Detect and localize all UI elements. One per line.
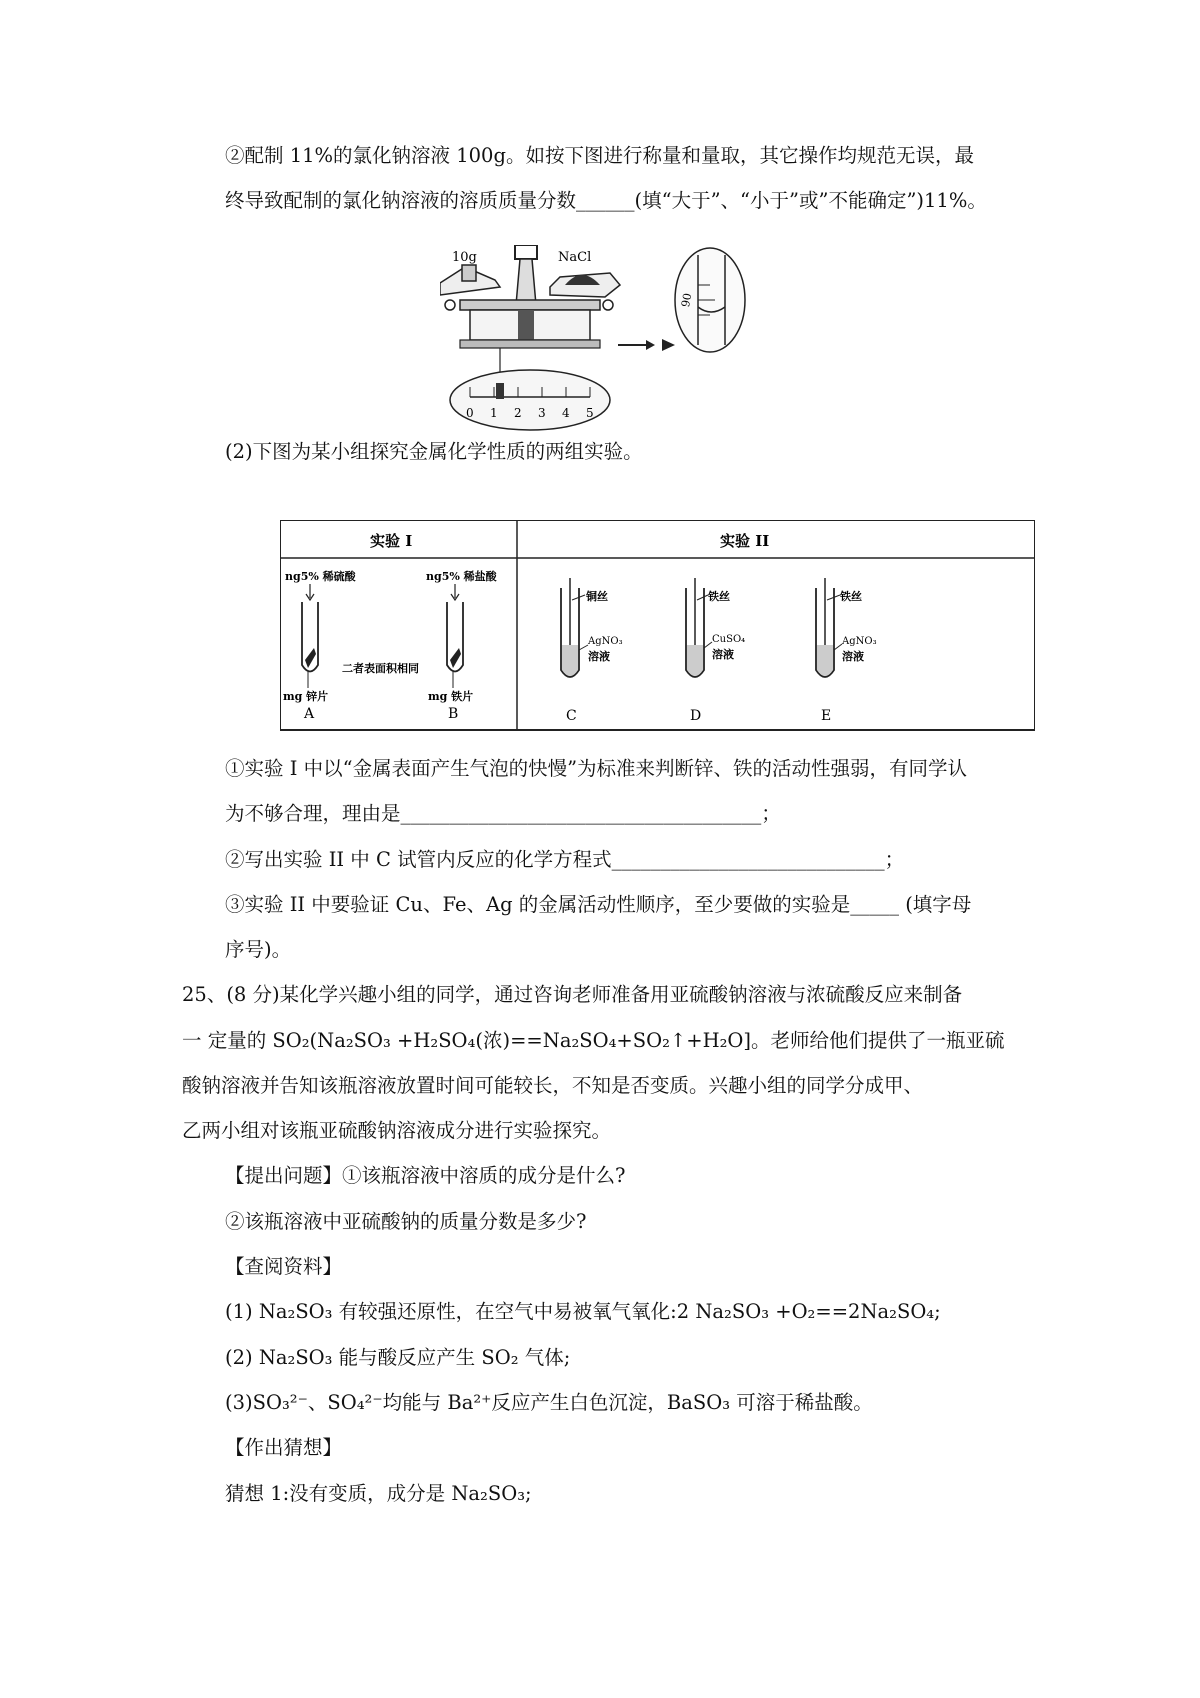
scale-magnifier xyxy=(450,370,610,430)
experiment-table xyxy=(280,520,1035,730)
same-area-note: 二者表面积相同 xyxy=(342,662,419,675)
text-line: 一 定量的 SO₂(Na₂SO₃ +H₂SO₄(浓)==Na₂SO₄+SO₂↑+H₂O]。老师给他们提供了一瓶亚硫 xyxy=(182,1029,1005,1052)
cylinder-mark: 90 xyxy=(679,292,695,309)
section-heading: 【查阅资料】 xyxy=(225,1255,343,1278)
scale-tick: 3 xyxy=(538,406,546,420)
label-c: C xyxy=(566,708,577,724)
text-line: (2)下图为某小组探究金属化学性质的两组实验。 xyxy=(225,440,643,463)
wire-e-label: 铁丝 xyxy=(840,590,862,603)
text-line: ②配制 11%的氯化钠溶液 100g。如按下图进行称量和量取，其它操作均规范无误，最 xyxy=(225,144,974,167)
section-heading: 【作出猜想】 xyxy=(225,1436,343,1459)
label-b: B xyxy=(448,706,459,722)
scale-tick: 5 xyxy=(586,406,594,420)
acid-a-label: ng5% 稀硫酸 xyxy=(285,570,356,583)
header-experiment-1: 实验 I xyxy=(370,532,413,550)
text-line: ②该瓶溶液中亚硫酸钠的质量分数是多少? xyxy=(225,1210,587,1233)
rider-icon xyxy=(496,383,504,399)
solution-e-label: AgNO₃ xyxy=(842,636,877,647)
text-line: ③实验 II 中要验证 Cu、Fe、Ag 的金属活动性顺序，至少要做的实验是_____ (填字母 xyxy=(225,893,972,916)
solution-d-label: CuSO₄ xyxy=(712,634,746,645)
solution-d-label-2: 溶液 xyxy=(712,648,734,661)
solution-c-label-2: 溶液 xyxy=(588,650,610,663)
solution-c-label: AgNO₃ xyxy=(588,636,623,647)
text-line: (3)SO₃²⁻、SO₄²⁻均能与 Ba²⁺反应产生白色沉淀，BaSO₃ 可溶于稀盐酸。 xyxy=(225,1391,873,1414)
scale-tick: 0 xyxy=(466,406,474,420)
text-line: 序号)。 xyxy=(225,938,292,961)
text-line: ①实验 I 中以“金属表面产生气泡的快慢”为标准来判断锌、铁的活动性强弱，有同学认 xyxy=(225,757,968,780)
text-line: ②写出实验 II 中 C 试管内反应的化学方程式____________________________； xyxy=(225,848,905,871)
text-line: 终导致配制的氯化钠溶液的溶质质量分数______(填“大于”、“小于”或”不能确定”)11%。 xyxy=(225,189,987,212)
label-e: E xyxy=(821,708,832,724)
text-line: 【提出问题】①该瓶溶液中溶质的成分是什么? xyxy=(225,1164,626,1187)
weight-label: 10g xyxy=(452,250,477,265)
solution-e xyxy=(817,645,833,676)
header-experiment-2: 实验 II xyxy=(720,532,770,550)
solution-e-label-2: 溶液 xyxy=(842,650,864,663)
text-line: (1) Na₂SO₃ 有较强还原性，在空气中易被氧气氧化:2 Na₂SO₃ +O₂==2Na₂SO₄; xyxy=(225,1300,941,1323)
nacl-label: NaCl xyxy=(558,250,592,265)
text-line: 猜想 1:没有变质，成分是 Na₂SO₃; xyxy=(225,1482,532,1505)
solution-d xyxy=(687,645,703,676)
scale-tick: 2 xyxy=(514,406,522,420)
balance-figure xyxy=(440,245,785,435)
text-line: 为不够合理，理由是_____________________________________； xyxy=(225,802,781,825)
acid-b-label: ng5% 稀盐酸 xyxy=(426,570,497,583)
scale-tick: 4 xyxy=(562,406,570,420)
scale-tick: 1 xyxy=(490,406,498,420)
text-line: (2) Na₂SO₃ 能与酸反应产生 SO₂ 气体; xyxy=(225,1346,571,1369)
balance-top xyxy=(515,245,537,259)
eye-icon xyxy=(662,339,675,351)
metal-a-label: mg 锌片 xyxy=(283,690,329,703)
wire-d-label: 铁丝 xyxy=(708,590,730,603)
question-25-line: 25、(8 分)某化学兴趣小组的同学，通过咨询老师准备用亚硫酸钠溶液与浓硫酸反应来制备 xyxy=(182,983,963,1006)
label-a: A xyxy=(304,706,315,722)
experiment-figure xyxy=(280,520,1035,750)
label-d: D xyxy=(690,708,702,724)
text-line: 乙两小组对该瓶亚硫酸钠溶液成分进行实验探究。 xyxy=(182,1119,612,1142)
text-line: 酸钠溶液并告知该瓶溶液放置时间可能较长，不知是否变质。兴趣小组的同学分成甲、 xyxy=(182,1074,924,1097)
weight-icon xyxy=(462,265,476,281)
metal-b-label: mg 铁片 xyxy=(428,690,474,703)
wire-c-label: 铜丝 xyxy=(586,590,608,603)
solution-c xyxy=(562,645,578,676)
